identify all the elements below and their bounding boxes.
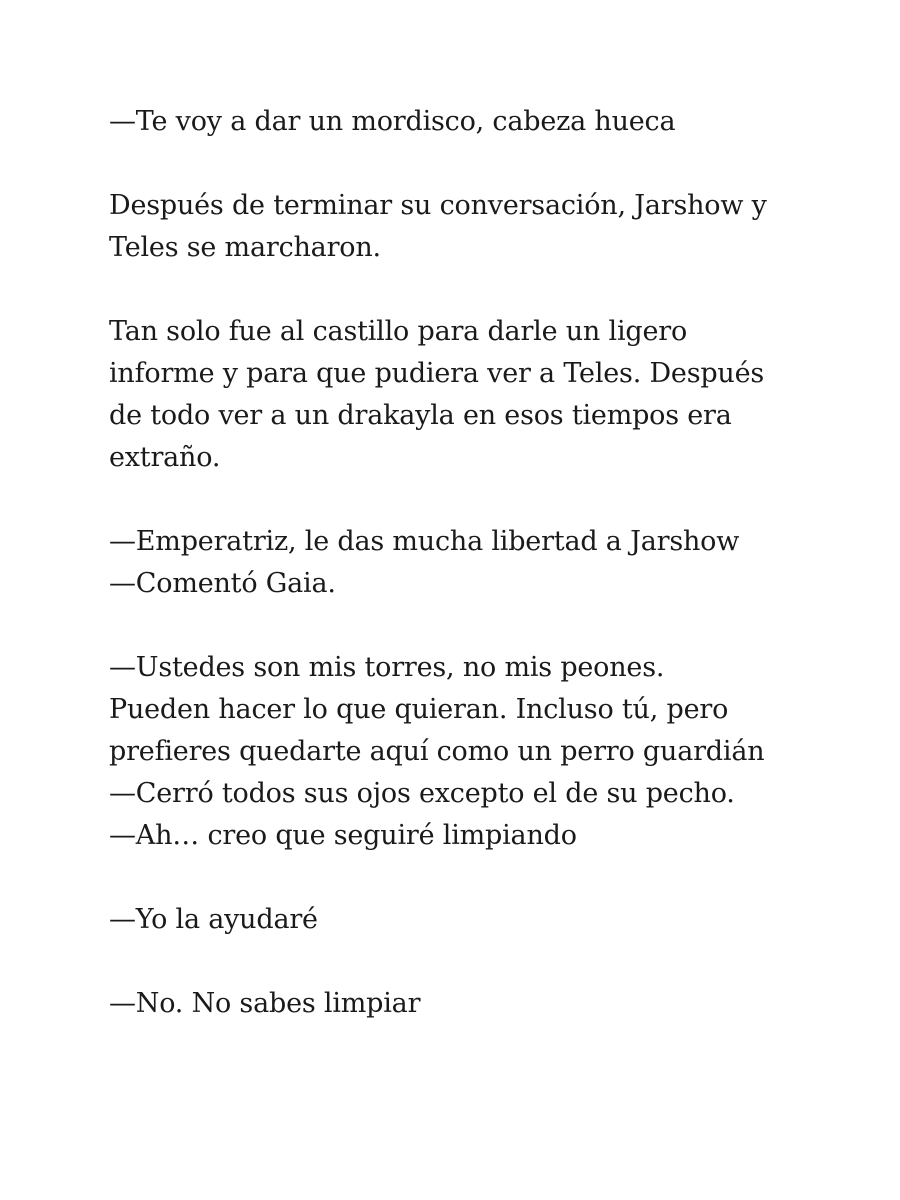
text-line: Después de terminar su conversación, Jarshow y [109, 190, 767, 221]
text-line: prefieres quedarte aquí como un perro guardián [109, 736, 765, 767]
text-line: Tan solo fue al castillo para darle un ligero [109, 316, 687, 347]
text-line: de todo ver a un drakayla en esos tiempos era [109, 400, 732, 431]
paragraph-1 [109, 101, 809, 143]
text-line: —Ustedes son mis torres, no mis peones. [109, 652, 665, 683]
text-line: —Comentó Gaia. [109, 568, 336, 599]
text-line: —Cerró todos sus ojos excepto el de su pecho. [109, 778, 735, 809]
paragraph-7 [109, 983, 809, 1025]
paragraph-3 [109, 311, 809, 479]
text-line: —No. No sabes limpiar [109, 988, 421, 1019]
text-line: —Emperatriz, le das mucha libertad a Jarshow [109, 526, 740, 557]
text-body [109, 101, 809, 1067]
paragraph-4 [109, 521, 809, 605]
text-line: extraño. [109, 442, 221, 473]
paragraph-6 [109, 899, 809, 941]
text-line: —Te voy a dar un mordisco, cabeza hueca [109, 106, 676, 137]
paragraph-2 [109, 185, 809, 269]
text-line: —Ah… creo que seguiré limpiando [109, 820, 577, 851]
text-line: informe y para que pudiera ver a Teles. Después [109, 358, 765, 389]
paragraph-5 [109, 647, 809, 857]
text-line: Teles se marcharon. [109, 232, 381, 263]
text-line: Pueden hacer lo que quieran. Incluso tú, pero [109, 694, 729, 725]
text-line: —Yo la ayudaré [109, 904, 318, 935]
